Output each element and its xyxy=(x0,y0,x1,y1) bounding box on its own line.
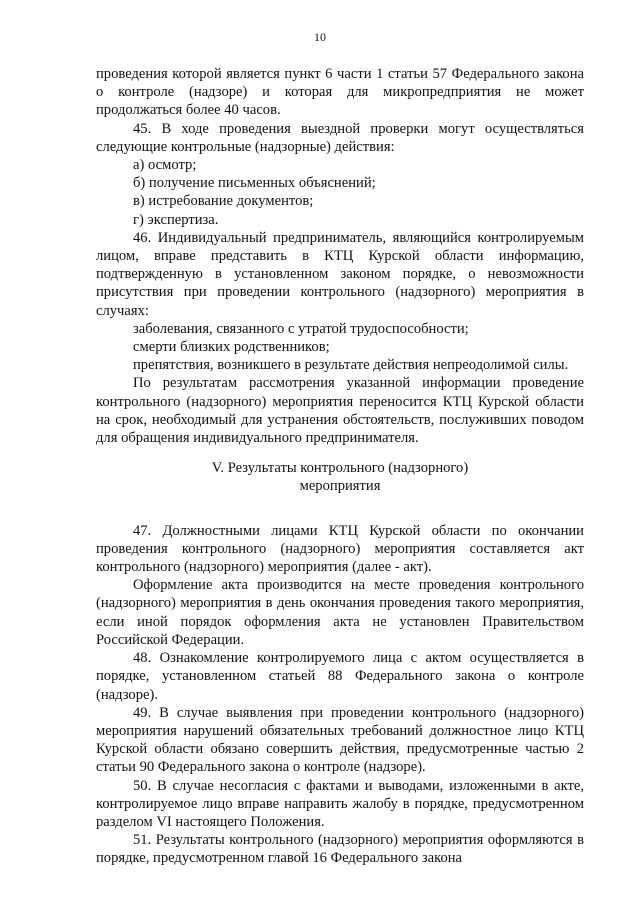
paragraph-45: 45. В ходе проведения выездной проверки могут осуществляться следующие контрольные (надзорные) действия: xyxy=(96,120,584,155)
paragraph-49: 49. В случае выявления при проведении контрольного (надзорного) мероприятия нарушений обязательных требований должностное лицо КТЦ Курской области обязано совершить действия, предусмотренные частью 2 статьи 90 Федерального закона о контроле (надзоре). xyxy=(96,704,584,776)
paragraph: проведения которой является пункт 6 части 1 статьи 57 Федерального закона о контроле (надзоре) и которая для микропредприятия не может продолжаться более 40 часов. xyxy=(96,66,584,119)
paragraph: По результатам рассмотрения указанной информации проведение контрольного (надзорного) мероприятия переносится КТЦ Курской области на срок, необходимый для устранения обстоятельств, послуживших поводом для обращения индивидуального предпринимателя. xyxy=(96,375,584,447)
paragraph-47: 47. Должностными лицами КТЦ Курской области по окончании проведения контрольного (надзорного) мероприятия составляется акт контрольного (надзорного) мероприятия (далее - акт). xyxy=(96,522,584,576)
paragraph-46: 46. Индивидуальный предприниматель, являющийся контролируемым лицом, вправе представить в КТЦ Курской области информацию, подтвержденную в установленном законом порядке, о невозможности присутствия при проведении контрольного (надзорного) мероприятия в случаях: xyxy=(96,229,584,319)
list-item: заболевания, связанного с утратой трудоспособности; xyxy=(133,320,469,337)
list-item: а) осмотр; xyxy=(133,157,197,174)
paragraph: Оформление акта производится на месте проведения контрольного (надзорного) мероприятия в день окончания проведения такого мероприятия, если иной порядок оформления акта не установлен Правительством Российской Федерации. xyxy=(96,577,584,648)
paragraph-48: 48. Ознакомление контролируемого лица с актом осуществляется в порядке, установленном статьей 88 Федерального закона о контроле (надзоре). xyxy=(96,650,584,703)
section-heading-line: V. Результаты контрольного (надзорного) xyxy=(211,460,469,477)
document-body xyxy=(96,65,584,868)
list-item: б) получение письменных объяснений; xyxy=(133,175,376,192)
paragraph-50: 50. В случае несогласия с фактами и выводами, изложенными в акте, контролируемое лицо вправе направить жалобу в порядке, предусмотренном разделом VI настоящего Положения. xyxy=(96,777,584,830)
section-heading xyxy=(96,459,584,495)
section-heading-line: мероприятия xyxy=(299,478,381,495)
paragraph-51: 51. Результаты контрольного (надзорного) мероприятия оформляются в порядке, предусмотренном главой 16 Федерального закона xyxy=(96,832,584,867)
page-number: 10 xyxy=(314,30,326,44)
list-item: препятствия, возникшего в результате действия непреодолимой силы. xyxy=(133,357,569,374)
list-item: смерти близких родственников; xyxy=(133,339,330,356)
list-item: в) истребование документов; xyxy=(133,193,314,210)
list-item: г) экспертиза. xyxy=(133,211,219,228)
